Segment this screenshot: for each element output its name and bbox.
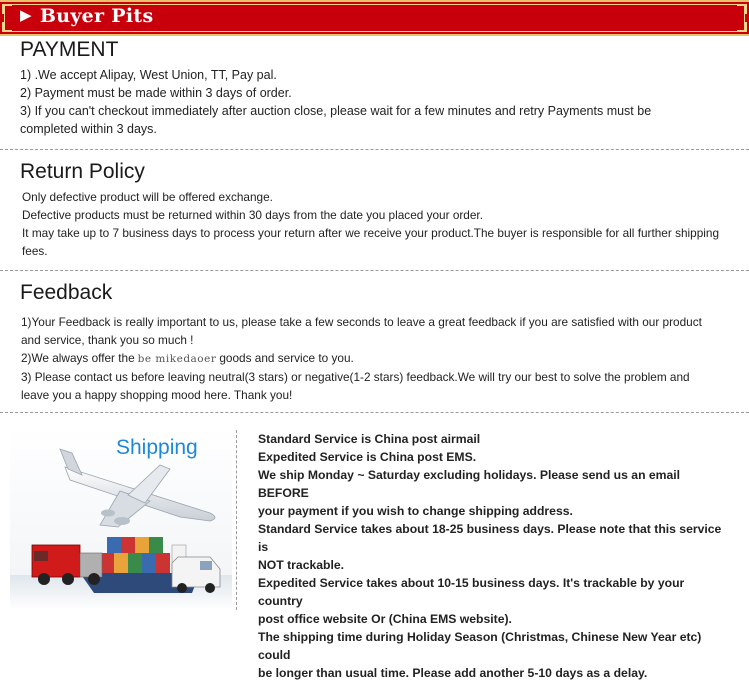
- shipping-line: Expedited Service is China post EMS.: [258, 450, 477, 464]
- feedback-line: [21, 349, 737, 368]
- shipping-line: Expedited Service takes about 10-15 business days. It's trackable by your country: [258, 576, 685, 608]
- shipping-line: be longer than usual time. Please add another 5-10 days as a delay.: [258, 666, 648, 680]
- banner-corner: [737, 4, 747, 14]
- shipping-line: your payment if you wish to change shipping address.: [258, 504, 573, 518]
- feedback-text: goods and service to you.: [219, 351, 354, 365]
- triangle-right-icon: ▶: [20, 6, 32, 24]
- return-policy-title: Return Policy: [20, 160, 145, 183]
- banner-title: [20, 5, 153, 27]
- shipping-line: The shipping time during Holiday Season (Christmas, Chinese New Year etc) could: [258, 630, 702, 662]
- shipping-line: post office website Or (China EMS website).: [258, 612, 512, 626]
- section-divider: [0, 412, 749, 413]
- feedback-body: [20, 313, 737, 404]
- payment-section: [20, 38, 737, 138]
- banner-title-text: Buyer Pits: [39, 5, 154, 27]
- return-policy-body: [20, 188, 737, 260]
- store-name: be mikedaoer: [137, 353, 217, 365]
- payment-line: 3) If you can't checkout immediately after auction close, please wait for a few minutes and retry Payments must be: [20, 104, 652, 118]
- feedback-section: [20, 281, 737, 404]
- shipping-line: We ship Monday ~ Saturday excluding holidays. Please send us an email BEFORE: [258, 468, 681, 500]
- banner-corner: [2, 22, 12, 32]
- banner-corner: [737, 22, 747, 32]
- payment-title: PAYMENT: [20, 38, 119, 61]
- shipping-line: Standard Service is China post airmail: [258, 432, 481, 446]
- shipping-line: Standard Service takes about 18-25 business days. Please note that this service is: [258, 522, 722, 554]
- return-policy-section: [20, 160, 737, 260]
- header-banner: [0, 0, 749, 36]
- shipping-info: [258, 430, 728, 682]
- return-policy-line: Only defective product will be offered exchange.: [22, 190, 273, 204]
- feedback-text: 2)We always offer the: [21, 351, 135, 365]
- payment-body: [20, 66, 737, 138]
- payment-line: 1) .We accept Alipay, West Union, TT, Pay pal.: [20, 68, 277, 82]
- vertical-divider: [236, 430, 237, 610]
- shipping-line: NOT trackable.: [258, 558, 345, 572]
- section-divider: [0, 270, 749, 271]
- section-divider: [0, 149, 749, 150]
- shipping-label: Shipping: [116, 436, 198, 459]
- payment-line: completed within 3 days.: [20, 122, 157, 136]
- return-policy-line: fees.: [22, 244, 48, 258]
- feedback-line: and service, thank you so much !: [21, 333, 194, 347]
- banner-corner: [2, 4, 12, 14]
- return-policy-line: It may take up to 7 business days to process your return after we receive your product.The buyer is responsible for all further shipping: [22, 226, 720, 240]
- payment-line: 2) Payment must be made within 3 days of order.: [20, 86, 292, 100]
- feedback-title: Feedback: [20, 281, 113, 304]
- feedback-line: leave you a happy shopping mood here. Thank you!: [21, 388, 293, 402]
- return-policy-line: Defective products must be returned within 30 days from the date you placed your order.: [22, 208, 483, 222]
- feedback-line: 3) Please contact us before leaving neutral(3 stars) or negative(1-2 stars) feedback.We will try our best to solve the problem and: [21, 370, 690, 384]
- feedback-line: 1)Your Feedback is really important to us, please take a few seconds to leave a great feedback if you are satisfied with our product: [21, 315, 702, 329]
